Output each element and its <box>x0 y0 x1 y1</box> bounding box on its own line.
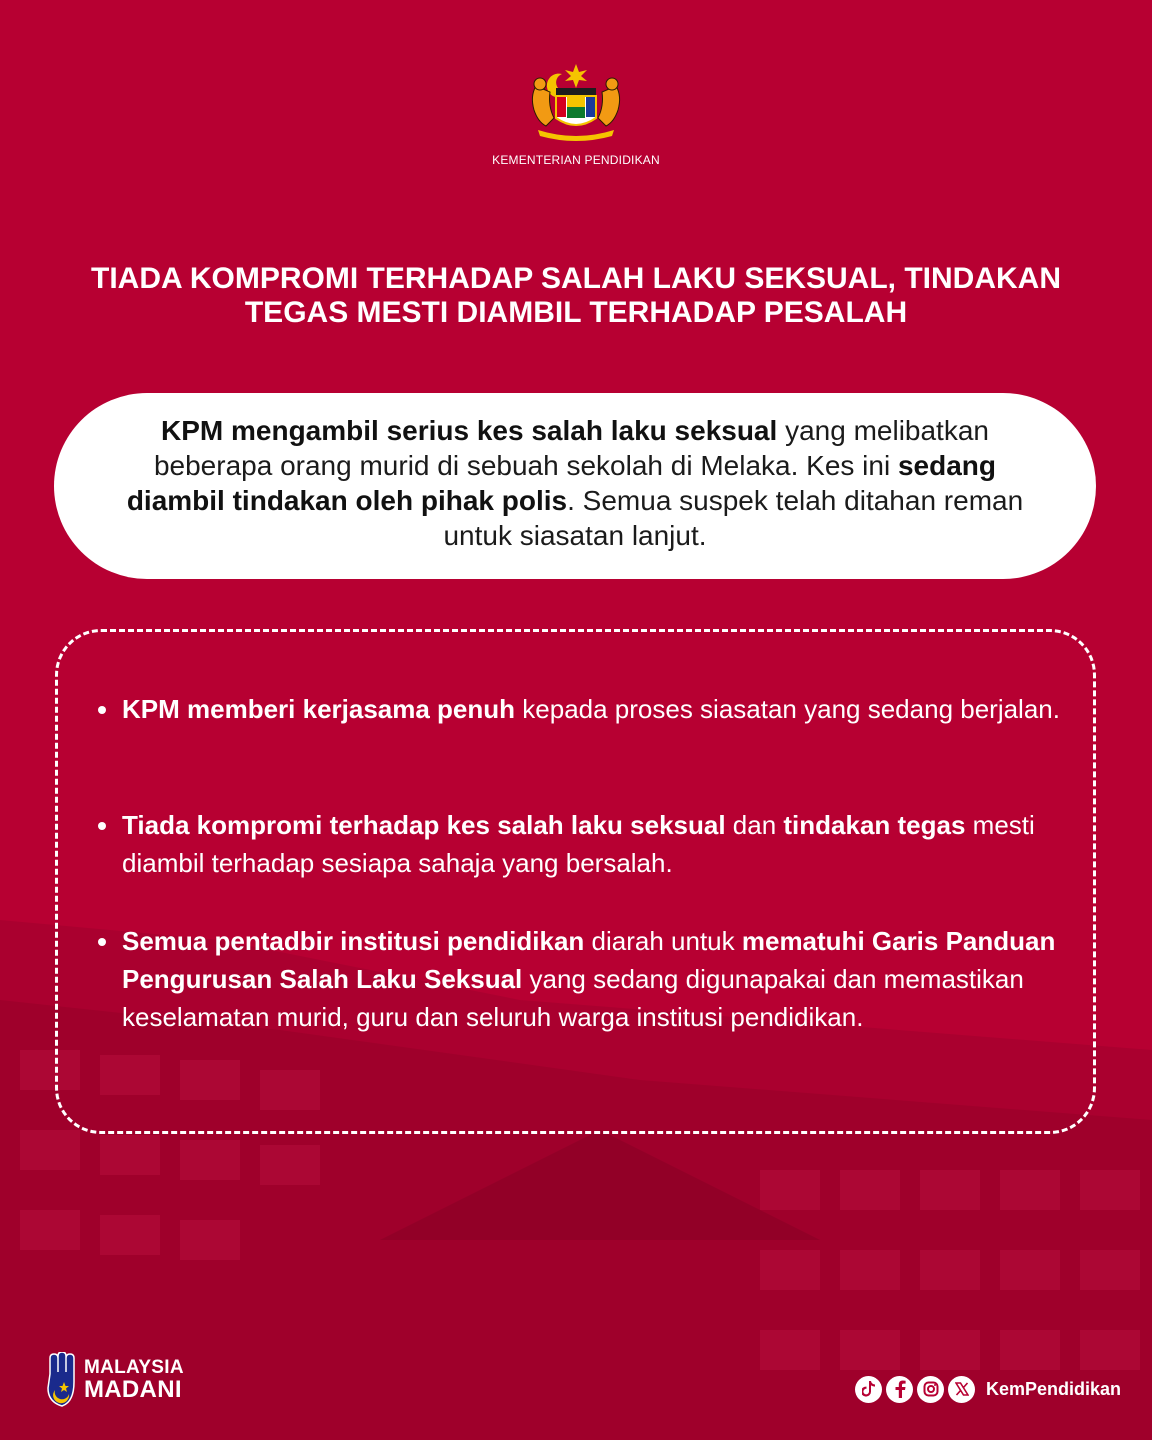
lead-text-2: . Semua suspek telah ditahan reman untuk siasatan lanjut. <box>443 485 1024 551</box>
malaysia-coat-of-arms-icon <box>520 62 632 144</box>
social-handle[interactable]: KemPendidikan <box>986 1378 1122 1399</box>
lead-bold-2: sedang diambil tindakan oleh pihak polis <box>126 450 997 516</box>
headline-title: TIADA KOMPROMI TERHADAP SALAH LAKU SEKSUAL, TINDAKAN TEGAS MESTI DIAMBIL TERHADAP PESALAH <box>91 262 1061 329</box>
point-1-bold: KPM memberi kerjasama penuh <box>122 694 516 724</box>
key-point-1 <box>122 690 1077 728</box>
ministry-name: KEMENTERIAN PENDIDIKAN <box>492 153 660 167</box>
key-point-3 <box>122 922 1077 1036</box>
lead-text-1: yang melibatkan beberapa orang murid di sebuah sekolah di Melaka. Kes ini <box>153 415 989 481</box>
lead-statement-card <box>54 393 1096 579</box>
key-points-box <box>55 629 1096 1134</box>
point-3-bold-1: Semua pentadbir institusi pendidikan <box>122 926 585 956</box>
bullet-icon <box>98 822 106 830</box>
x-icon[interactable] <box>948 1376 975 1403</box>
point-3-bold-2: mematuhi Garis Panduan Pengurusan Salah Laku Seksual <box>122 926 1056 994</box>
point-2-bold-2: tindakan tegas <box>783 810 966 840</box>
lead-bold-1: KPM mengambil serius kes salah laku seksual <box>161 415 778 446</box>
madani-brand-line-2: MADANI <box>84 1376 182 1403</box>
social-media-bar <box>855 1374 1121 1404</box>
point-3-text-1: diarah untuk <box>584 926 742 956</box>
point-1-text: kepada proses siasatan yang sedang berjalan. <box>515 694 1060 724</box>
point-2-bold-1: Tiada kompromi terhadap kes salah laku seksual <box>122 810 726 840</box>
point-3-text-2: yang sedang digunapakai dan memastikan keselamatan murid, guru dan seluruh warga institusi pendidikan. <box>122 964 1024 1032</box>
key-point-2 <box>122 806 1077 882</box>
instagram-icon[interactable] <box>917 1376 944 1403</box>
madani-brand-line-1: MALAYSIA <box>84 1357 184 1378</box>
malaysia-madani-logo <box>44 1352 194 1408</box>
bullet-icon <box>98 938 106 946</box>
point-2-text-1: dan <box>725 810 784 840</box>
facebook-icon[interactable] <box>886 1376 913 1403</box>
bullet-icon <box>98 706 106 714</box>
point-2-text-2: mesti diambil terhadap sesiapa sahaja yang bersalah. <box>122 810 1035 878</box>
tiktok-icon[interactable] <box>855 1376 882 1403</box>
madani-hand-icon <box>44 1352 80 1408</box>
